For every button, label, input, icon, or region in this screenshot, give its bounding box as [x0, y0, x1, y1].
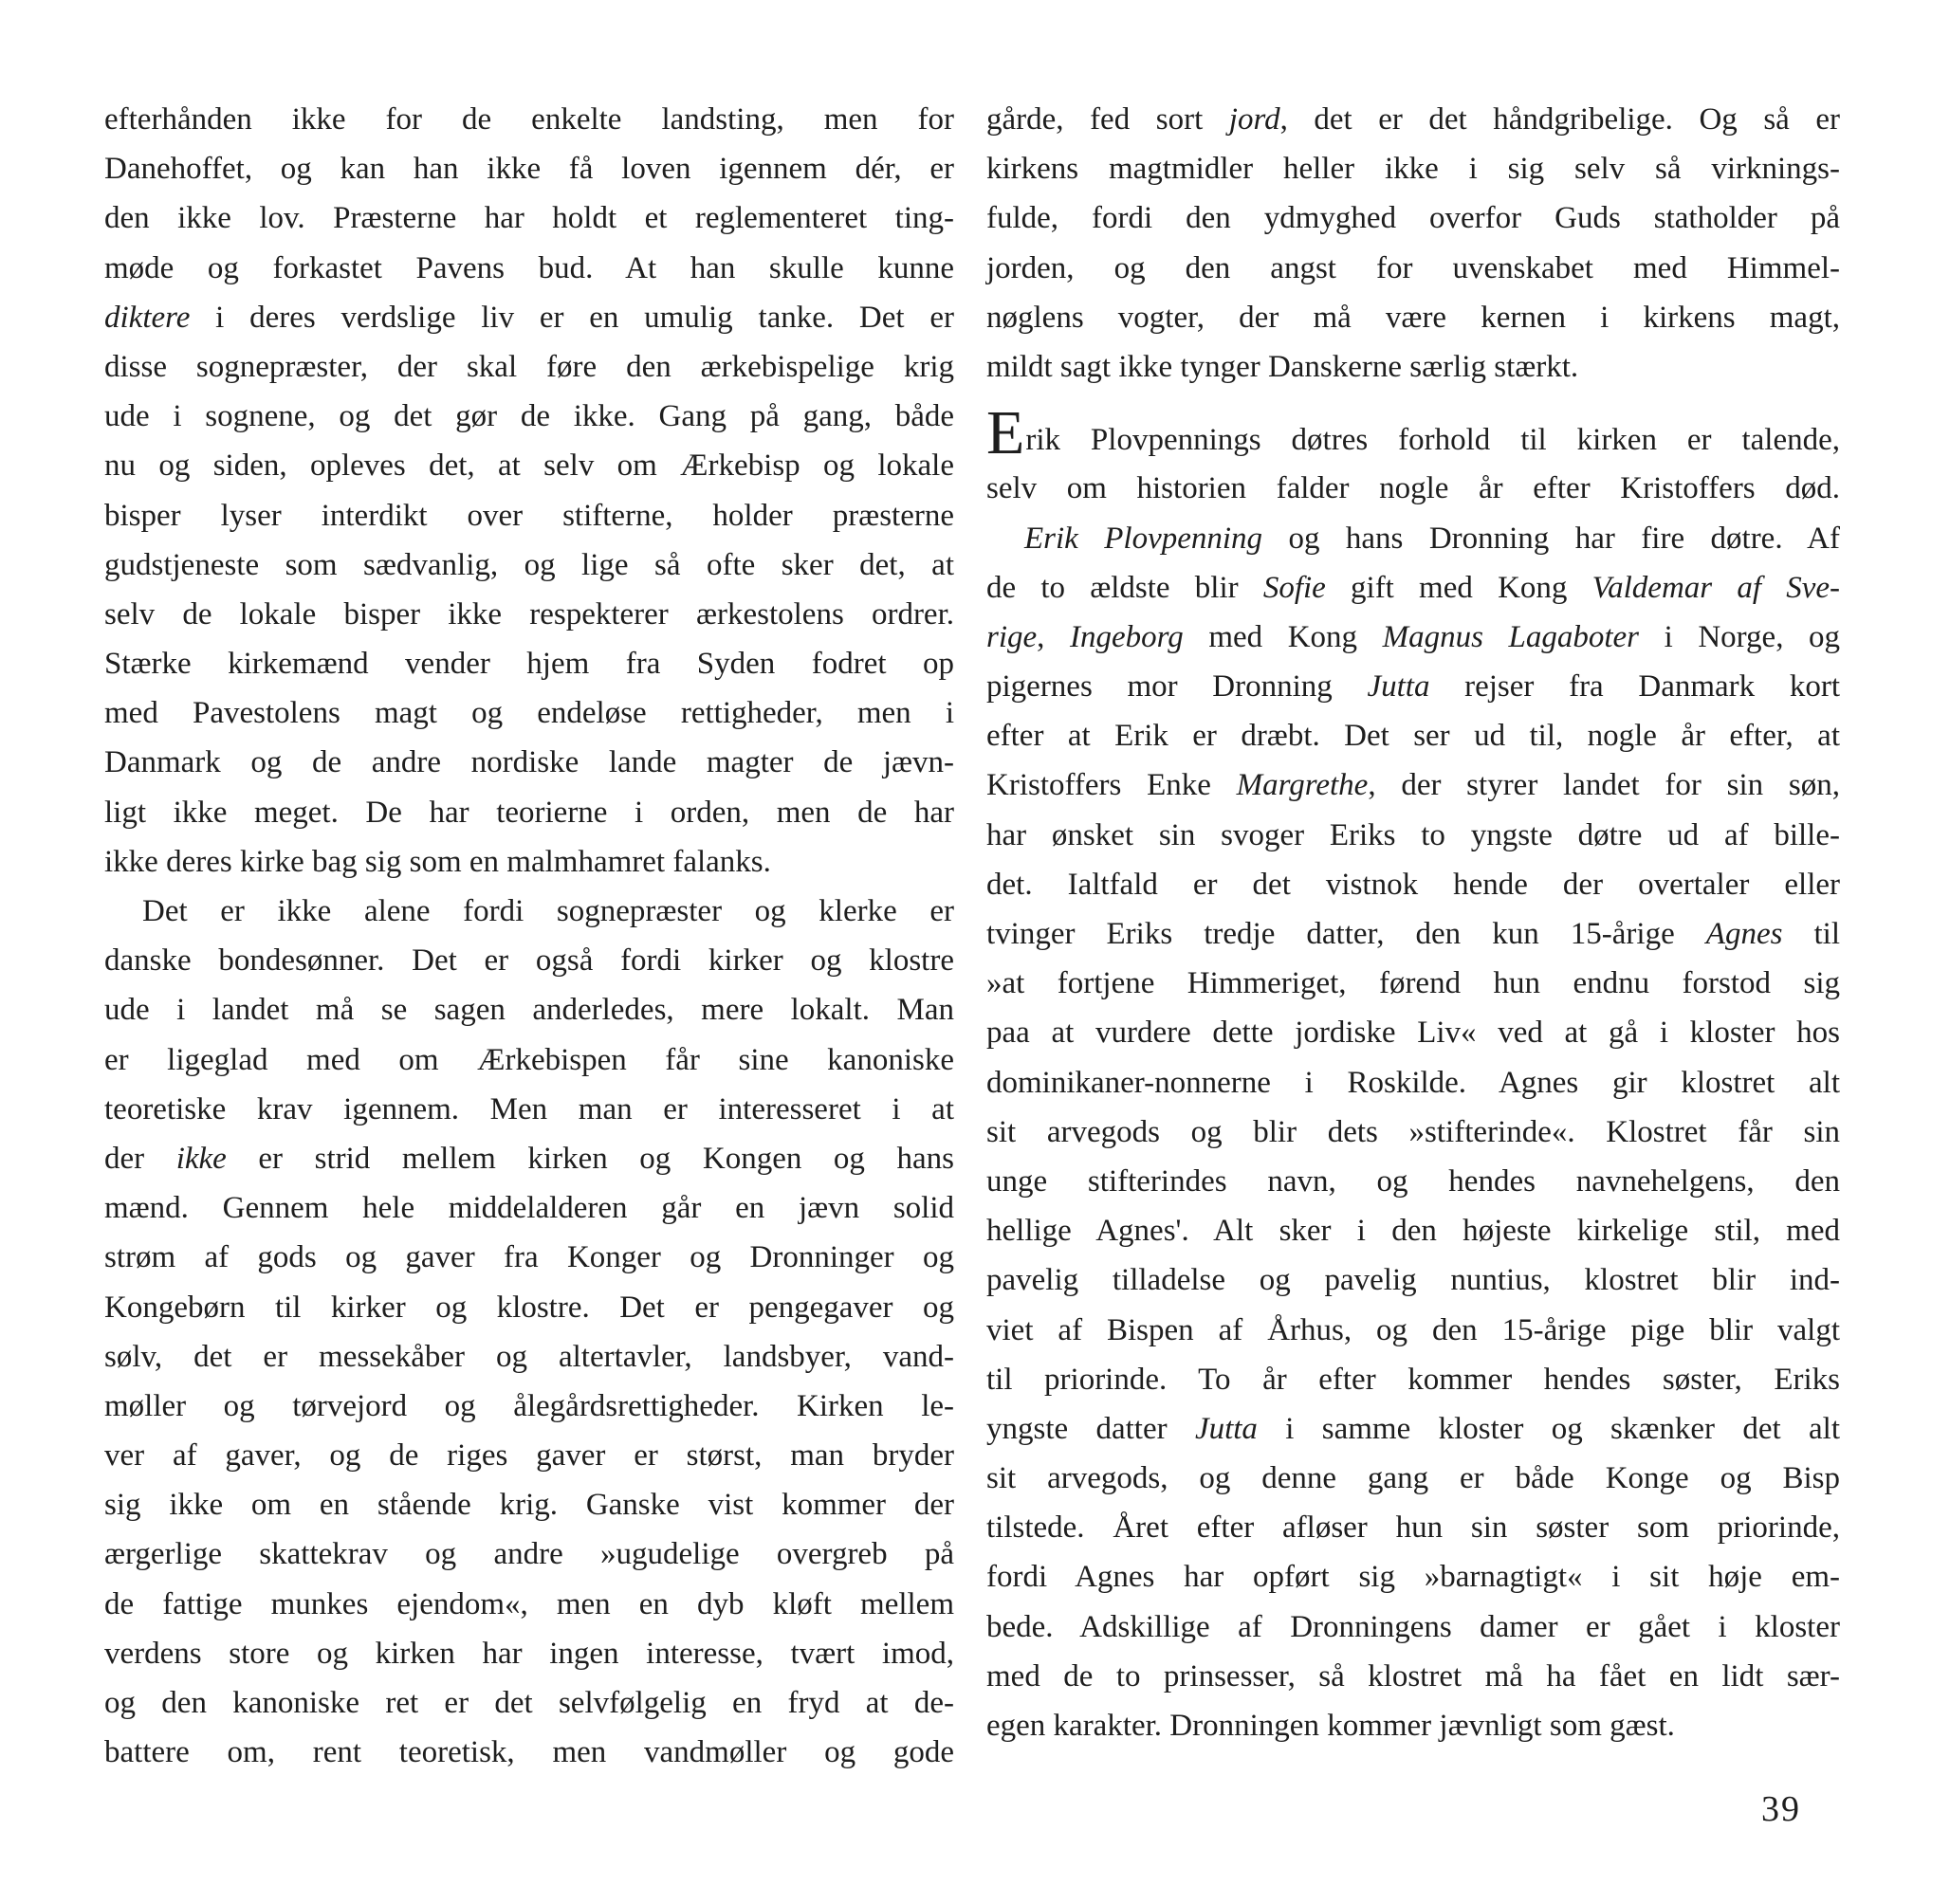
- text-line: sig ikke om en stående krig. Ganske vist kommer der: [104, 1488, 954, 1523]
- text-line: Danehoffet, og kan han ikke få loven igennem dér, er: [104, 152, 954, 187]
- text-line: efter at Erik er dræbt. Det ser ud til, nogle år efter, at: [986, 719, 1840, 754]
- text-line: bede. Adskillige af Dronningens damer er gået i kloster: [986, 1609, 1840, 1644]
- text-line: sit arvegods, og denne gang er både Konge og Bisp: [986, 1461, 1840, 1496]
- text-line: nu og siden, opleves det, at selv om Ærkebisp og lokale: [104, 449, 954, 484]
- dropcap-line-text: rik Plovpennings døtres forhold til kirken er talende,: [1025, 423, 1840, 458]
- text-line: pavelig tilladelse og pavelig nuntius, klostret blir ind-: [986, 1263, 1840, 1298]
- right-text-column: [986, 95, 1840, 1750]
- text-line: hellige Agnes'. Alt sker i den højeste kirkelige stil, med: [986, 1214, 1840, 1249]
- text-line: »at fortjene Himmeriget, førend hun endnu forstod sig: [986, 966, 1840, 1001]
- text-line: møller og tørvejord og ålegårdsrettigheder. Kirken le-: [104, 1388, 954, 1423]
- text-line: sølv, det er messekåber og altertavler, landsbyer, vand-: [104, 1339, 954, 1374]
- text-line: verdens store og kirken har ingen interesse, tvært imod,: [104, 1636, 954, 1671]
- text-line: battere om, rent teoretisk, men vandmøller og gode: [104, 1735, 954, 1770]
- text-line: unge stifterindes navn, og hendes navnehelgens, den: [986, 1163, 1840, 1199]
- text-line: tilstede. Året efter afløser hun sin søster som priorinde,: [986, 1510, 1840, 1546]
- text-line: har ønsket sin svoger Eriks to yngste døtre ud af bille-: [986, 817, 1840, 852]
- left-text-column: [104, 95, 954, 1777]
- text-line: til priorinde. To år efter kommer hendes søster, Eriks: [986, 1362, 1840, 1397]
- text-line: Stærke kirkemænd vender hjem fra Syden fodret op: [104, 647, 954, 682]
- text-line: paa at vurdere dette jordiske Liv« ved at gå i kloster hos: [986, 1016, 1840, 1051]
- text-line: fordi Agnes har opført sig »barnagtigt« i sit høje em-: [986, 1560, 1840, 1595]
- section-break: [986, 392, 1840, 414]
- text-line: mildt sagt ikke tynger Danskerne særlig stærkt.: [986, 349, 1579, 384]
- text-line: møde og forkastet Pavens bud. At han skulle kunne: [104, 250, 954, 285]
- text-line: egen karakter. Dronningen kommer jævnligt som gæst.: [986, 1709, 1675, 1743]
- text-line: efterhånden ikke for de enkelte landsting, men for: [104, 102, 954, 137]
- text-line: danske bondesønner. Det er også fordi kirker og klostre: [104, 943, 954, 979]
- text-line: gårde, fed sort jord, det er det håndgribelige. Og så er: [986, 102, 1840, 137]
- text-line-dropcap: [986, 398, 1840, 468]
- text-line: fulde, fordi den ydmyghed overfor Guds statholder på: [986, 201, 1840, 236]
- text-line: den ikke lov. Præsterne har holdt et reglementeret ting-: [104, 201, 954, 236]
- text-line: der ikke er strid mellem kirken og Kongen og hans: [104, 1141, 954, 1176]
- text-line: sit arvegods og blir dets »stifterinde«. Klostret får sin: [986, 1114, 1840, 1149]
- text-line: rige, Ingeborg med Kong Magnus Lagaboter i Norge, og: [986, 619, 1841, 654]
- text-line: viet af Bispen af Århus, og den 15-årige pige blir valgt: [986, 1312, 1840, 1347]
- text-line: disse sognepræster, der skal føre den ærkebispelige krig: [104, 349, 954, 384]
- drop-cap: E: [986, 398, 1025, 468]
- text-line: kirkens magtmidler heller ikke i sig selv så virknings-: [986, 152, 1840, 187]
- text-line: Erik Plovpenning og hans Dronning har fire døtre. Af: [1024, 521, 1841, 556]
- text-line: teoretiske krav igennem. Men man er interesseret i at: [104, 1091, 954, 1126]
- text-line: ligt ikke meget. De har teorierne i orden, men de har: [104, 795, 954, 830]
- text-line: er ligeglad med om Ærkebispen får sine kanoniske: [104, 1042, 954, 1077]
- text-line: ikke deres kirke bag sig som en malmhamret falanks.: [104, 844, 771, 879]
- text-line: bisper lyser interdikt over stifterne, holder præsterne: [104, 498, 954, 533]
- text-line: Det er ikke alene fordi sognepræster og klerke er: [142, 894, 954, 928]
- text-line: Kristoffers Enke Margrethe, der styrer landet for sin søn,: [986, 768, 1840, 803]
- text-line: med de to prinsesser, så klostret må ha fået en lidt sær-: [986, 1658, 1840, 1693]
- text-line: tvinger Eriks tredje datter, den kun 15-årige Agnes til: [986, 917, 1840, 951]
- text-line: selv de lokale bisper ikke respekterer ærkestolens ordrer.: [104, 596, 954, 632]
- text-line: dominikaner-nonnerne i Roskilde. Agnes gir klostret alt: [986, 1065, 1840, 1100]
- text-line: gudstjeneste som sædvanlig, og lige så ofte sker det, at: [104, 547, 954, 582]
- text-line: og den kanoniske ret er det selvfølgelig en fryd at de-: [104, 1686, 954, 1720]
- text-line: diktere i deres verdslige liv er en umulig tanke. Det er: [104, 300, 954, 335]
- text-line: yngste datter Jutta i samme kloster og skænker det alt: [986, 1411, 1841, 1446]
- text-line: med Pavestolens magt og endeløse rettigheder, men i: [104, 696, 954, 731]
- text-line: Kongebørn til kirker og klostre. Det er pengegaver og: [104, 1290, 954, 1325]
- page-number: 39: [1761, 1789, 1801, 1829]
- text-line: mænd. Gennem hele middelalderen går en jævn solid: [104, 1191, 954, 1226]
- text-line: de to ældste blir Sofie gift med Kong Valdemar af Sve-: [986, 570, 1840, 605]
- text-line: selv om historien falder nogle år efter Kristoffers død.: [986, 471, 1840, 506]
- text-line: det. Ialtfald er det vistnok hende der overtaler eller: [986, 867, 1840, 902]
- text-line: ude i landet må se sagen anderledes, mere lokalt. Man: [104, 993, 954, 1028]
- text-line: jorden, og den angst for uvenskabet med Himmel-: [986, 250, 1840, 285]
- text-line: strøm af gods og gaver fra Konger og Dronninger og: [104, 1240, 954, 1275]
- text-line: ude i sognene, og det gør de ikke. Gang på gang, både: [104, 399, 954, 434]
- text-line: pigernes mor Dronning Jutta rejser fra Danmark kort: [986, 669, 1840, 705]
- text-line: Danmark og de andre nordiske lande magter de jævn-: [104, 745, 954, 780]
- text-line: ver af gaver, og de riges gaver er størst, man bryder: [104, 1438, 954, 1474]
- text-line: de fattige munkes ejendom«, men en dyb kløft mellem: [104, 1586, 954, 1621]
- text-line: ærgerlige skattekrav og andre »ugudelige overgreb på: [104, 1537, 954, 1572]
- text-line: nøglens vogter, der må være kernen i kirkens magt,: [986, 300, 1840, 335]
